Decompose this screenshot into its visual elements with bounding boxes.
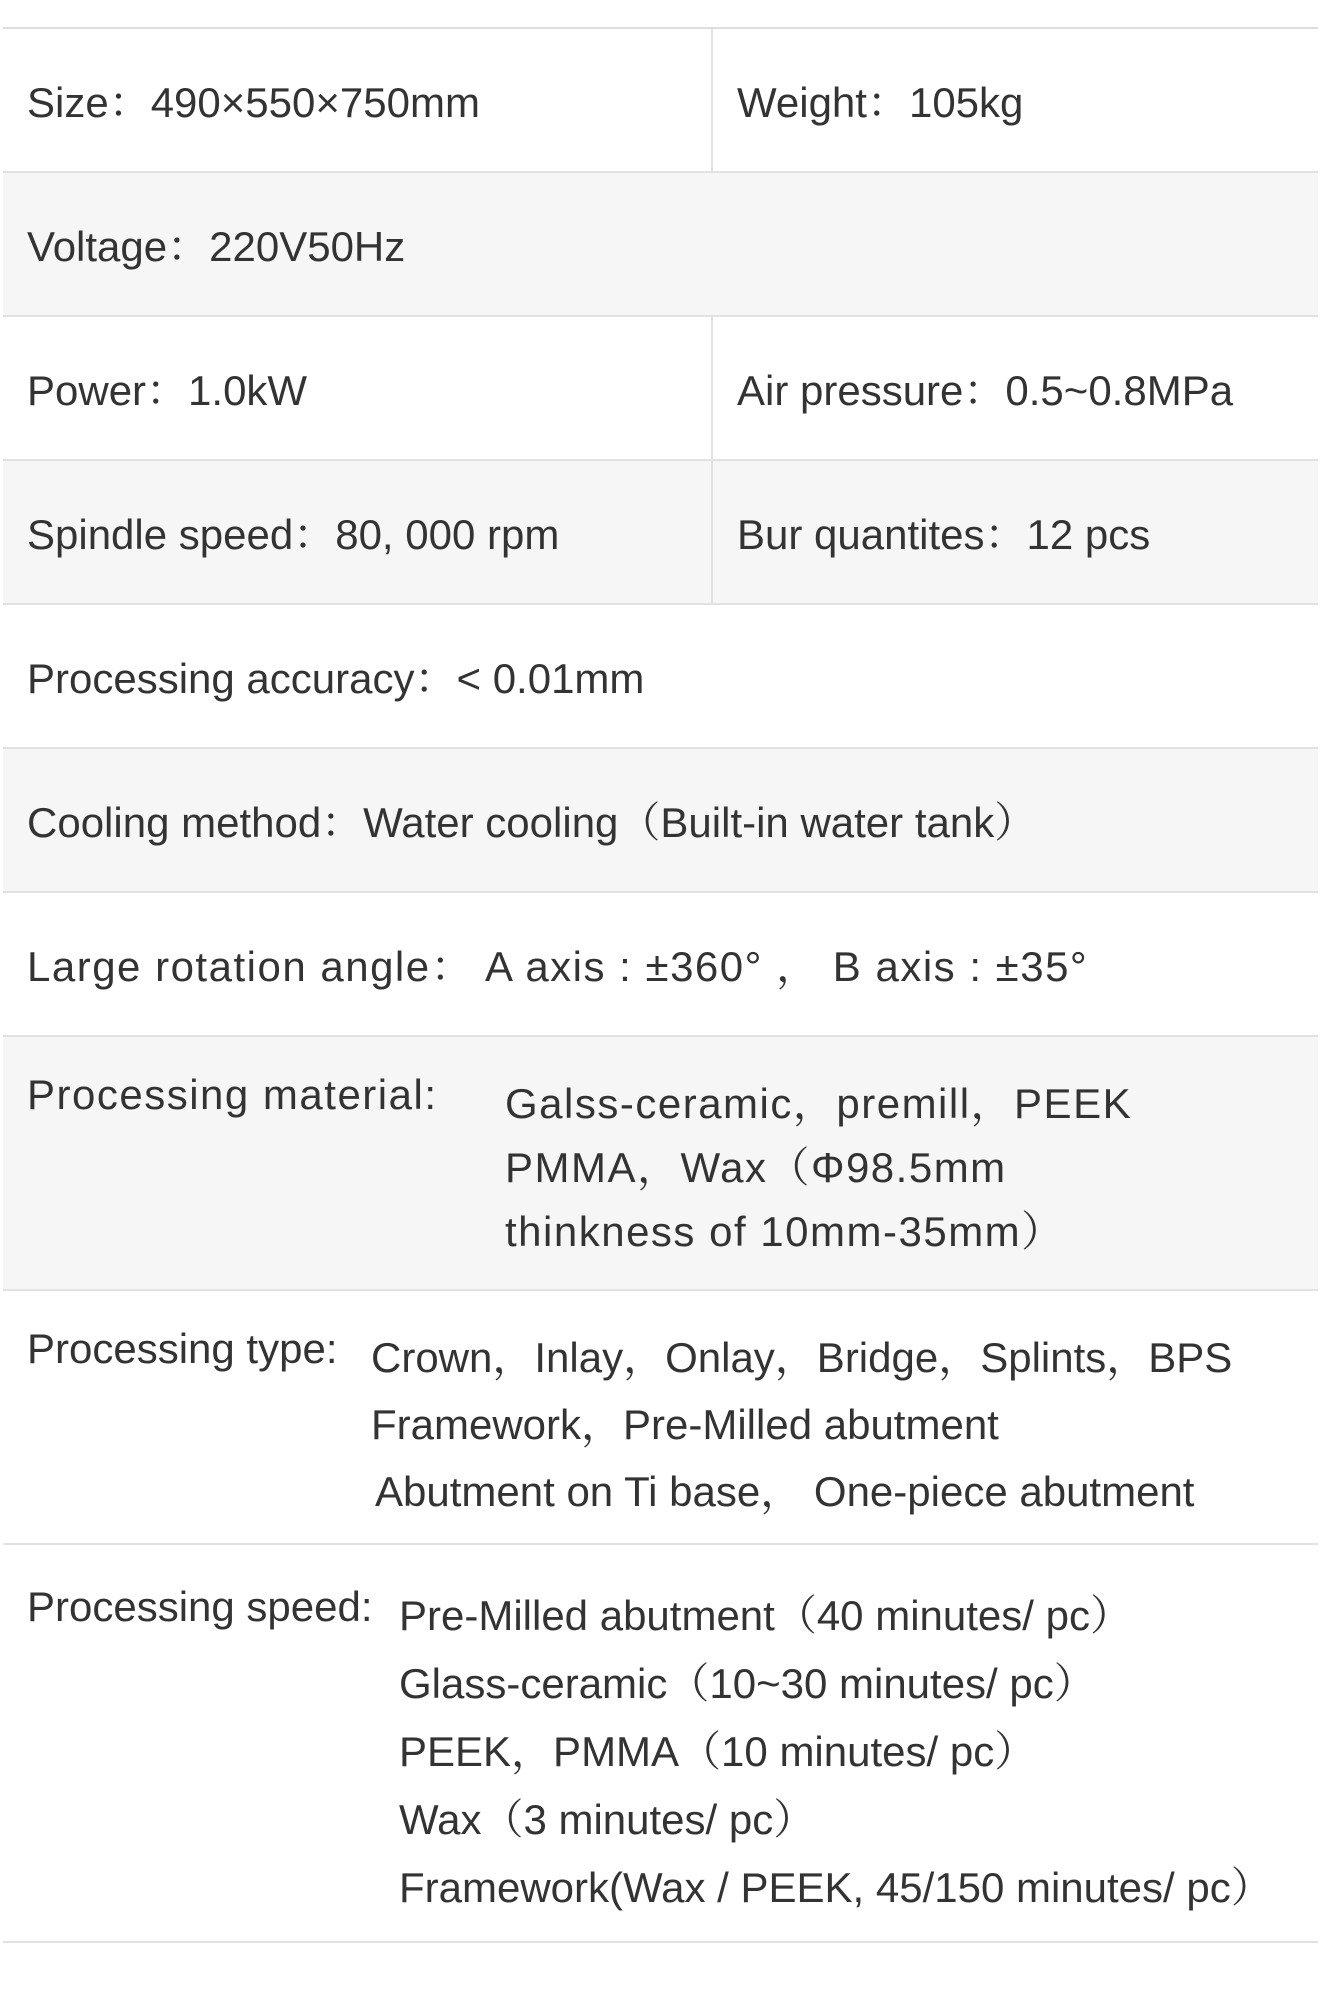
type-line: Crown，Inlay，Onlay，Bridge，Splints，BPS <box>371 1334 1233 1381</box>
material-line: Galss-ceramic，premill，PEEK <box>505 1080 1133 1127</box>
processing-type-label: Processing type: <box>27 1325 338 1372</box>
spindle-speed-spec: Spindle speed：80, 000 rpm <box>27 511 560 558</box>
row-accuracy <box>3 605 1318 749</box>
bur-quantities-spec: Bur quantites：12 pcs <box>711 461 1318 603</box>
processing-speed-label: Processing speed: <box>27 1583 373 1630</box>
row-size-weight <box>3 29 1318 173</box>
row-power-air <box>3 317 1318 461</box>
material-line: PMMA，Wax（Φ98.5mm <box>505 1144 1007 1191</box>
row-spindle-bur <box>3 461 1318 605</box>
row-rotation <box>3 893 1318 1037</box>
type-line: Framework，Pre-Milled abutment <box>371 1401 999 1448</box>
row-voltage <box>3 173 1318 317</box>
voltage-spec: Voltage：220V50Hz <box>27 223 406 270</box>
material-line: thinkness of 10mm-35mm） <box>505 1208 1065 1255</box>
air-pressure-spec: Air pressure：0.5~0.8MPa <box>711 317 1318 459</box>
cooling-method-spec: Cooling method：Water cooling（Built-in water tank） <box>27 799 1037 846</box>
processing-accuracy-spec: Processing accuracy：< 0.01mm <box>27 655 645 702</box>
row-processing-speed <box>3 1545 1318 1943</box>
row-processing-material <box>3 1037 1318 1291</box>
rotation-angle-spec: Large rotation angle： A axis : ±360° ， B axis : ±35° <box>27 943 1089 990</box>
speed-line: PEEK，PMMA（10 minutes/ pc） <box>399 1728 1037 1775</box>
type-line: Abutment on Ti base， One-piece abutment <box>375 1468 1195 1515</box>
weight-spec: Weight：105kg <box>711 29 1318 171</box>
speed-line: Framework(Wax / PEEK, 45/150 minutes/ pc） <box>399 1864 1273 1911</box>
speed-line: Wax（3 minutes/ pc） <box>399 1796 816 1843</box>
processing-material-label: Processing material: <box>27 1071 438 1118</box>
row-processing-type <box>3 1291 1318 1545</box>
speed-line: Glass-ceramic（10~30 minutes/ pc） <box>399 1660 1096 1707</box>
spec-table <box>3 27 1318 1943</box>
speed-line: Pre-Milled abutment（40 minutes/ pc） <box>399 1592 1132 1639</box>
power-spec: Power：1.0kW <box>27 367 308 414</box>
size-spec: Size：490×550×750mm <box>27 79 480 126</box>
row-cooling <box>3 749 1318 893</box>
